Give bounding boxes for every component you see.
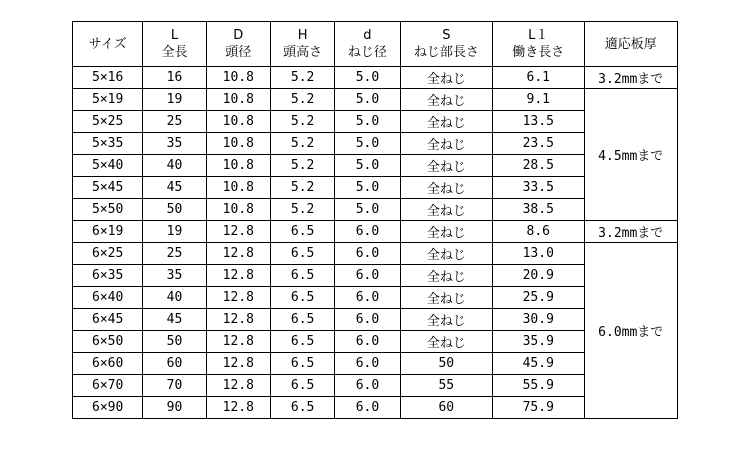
cell-head-diameter: 12.8 xyxy=(206,353,270,375)
cell-size: 6×70 xyxy=(73,375,143,397)
cell-length: 19 xyxy=(143,221,206,243)
cell-thread-length: 全ねじ xyxy=(400,199,492,221)
cell-thread-diameter: 5.0 xyxy=(335,177,400,199)
cell-working-length: 20.9 xyxy=(493,265,584,287)
cell-plate-thickness: 4.5mmまで xyxy=(584,89,678,221)
cell-thread-length: 全ねじ xyxy=(400,309,492,331)
cell-thread-length: 全ねじ xyxy=(400,155,492,177)
cell-working-length: 35.9 xyxy=(493,331,584,353)
cell-length: 45 xyxy=(143,309,206,331)
cell-head-diameter: 12.8 xyxy=(206,221,270,243)
cell-head-height: 6.5 xyxy=(270,375,334,397)
cell-size: 5×19 xyxy=(73,89,143,111)
cell-head-height: 5.2 xyxy=(270,67,334,89)
cell-head-height: 5.2 xyxy=(270,133,334,155)
cell-thread-diameter: 6.0 xyxy=(335,309,400,331)
table-row xyxy=(73,67,678,89)
cell-head-diameter: 12.8 xyxy=(206,243,270,265)
cell-length: 25 xyxy=(143,111,206,133)
cell-head-diameter: 12.8 xyxy=(206,265,270,287)
cell-head-height: 5.2 xyxy=(270,155,334,177)
header-length: L 全長 xyxy=(143,22,206,67)
cell-working-length: 13.5 xyxy=(493,111,584,133)
cell-thread-diameter: 5.0 xyxy=(335,89,400,111)
cell-working-length: 9.1 xyxy=(493,89,584,111)
cell-working-length: 25.9 xyxy=(493,287,584,309)
cell-head-height: 6.5 xyxy=(270,265,334,287)
cell-working-length: 55.9 xyxy=(493,375,584,397)
header-head-height: H 頭高さ xyxy=(270,22,334,67)
cell-working-length: 75.9 xyxy=(493,397,584,419)
cell-working-length: 8.6 xyxy=(493,221,584,243)
cell-size: 6×90 xyxy=(73,397,143,419)
cell-head-diameter: 10.8 xyxy=(206,199,270,221)
cell-thread-length: 全ねじ xyxy=(400,111,492,133)
cell-size: 5×16 xyxy=(73,67,143,89)
cell-thread-diameter: 5.0 xyxy=(335,67,400,89)
table-body xyxy=(73,67,678,419)
cell-head-height: 5.2 xyxy=(270,89,334,111)
cell-thread-diameter: 6.0 xyxy=(335,243,400,265)
cell-head-diameter: 12.8 xyxy=(206,309,270,331)
header-working-length: L１ 働き長さ xyxy=(493,22,584,67)
cell-size: 6×40 xyxy=(73,287,143,309)
cell-length: 40 xyxy=(143,287,206,309)
cell-thread-diameter: 5.0 xyxy=(335,199,400,221)
cell-thread-length: 55 xyxy=(400,375,492,397)
cell-thread-length: 全ねじ xyxy=(400,287,492,309)
cell-length: 50 xyxy=(143,199,206,221)
cell-size: 5×25 xyxy=(73,111,143,133)
header-plate-thickness: 適応板厚 xyxy=(584,22,678,67)
cell-thread-length: 全ねじ xyxy=(400,89,492,111)
cell-working-length: 30.9 xyxy=(493,309,584,331)
cell-size: 6×45 xyxy=(73,309,143,331)
cell-thread-length: 全ねじ xyxy=(400,67,492,89)
cell-head-diameter: 10.8 xyxy=(206,133,270,155)
cell-head-diameter: 10.8 xyxy=(206,177,270,199)
cell-size: 6×19 xyxy=(73,221,143,243)
cell-head-height: 5.2 xyxy=(270,111,334,133)
cell-thread-diameter: 6.0 xyxy=(335,265,400,287)
cell-head-diameter: 10.8 xyxy=(206,111,270,133)
cell-thread-length: 全ねじ xyxy=(400,133,492,155)
cell-size: 5×35 xyxy=(73,133,143,155)
cell-thread-diameter: 5.0 xyxy=(335,155,400,177)
cell-head-diameter: 10.8 xyxy=(206,155,270,177)
cell-head-diameter: 12.8 xyxy=(206,375,270,397)
cell-length: 45 xyxy=(143,177,206,199)
table-row xyxy=(73,89,678,111)
cell-working-length: 6.1 xyxy=(493,67,584,89)
cell-head-diameter: 12.8 xyxy=(206,397,270,419)
cell-working-length: 13.0 xyxy=(493,243,584,265)
cell-length: 90 xyxy=(143,397,206,419)
cell-size: 5×50 xyxy=(73,199,143,221)
cell-head-height: 6.5 xyxy=(270,309,334,331)
cell-thread-diameter: 6.0 xyxy=(335,331,400,353)
cell-size: 6×60 xyxy=(73,353,143,375)
cell-size: 6×25 xyxy=(73,243,143,265)
cell-length: 40 xyxy=(143,155,206,177)
cell-thread-length: 50 xyxy=(400,353,492,375)
cell-thread-length: 全ねじ xyxy=(400,243,492,265)
cell-working-length: 28.5 xyxy=(493,155,584,177)
cell-working-length: 38.5 xyxy=(493,199,584,221)
cell-thread-length: 60 xyxy=(400,397,492,419)
cell-plate-thickness: 6.0mmまで xyxy=(584,243,678,419)
cell-working-length: 45.9 xyxy=(493,353,584,375)
header-thread-diameter: d ねじ径 xyxy=(335,22,400,67)
cell-head-height: 6.5 xyxy=(270,353,334,375)
header-size: サイズ xyxy=(73,22,143,67)
table-row xyxy=(73,221,678,243)
cell-thread-diameter: 5.0 xyxy=(335,111,400,133)
cell-length: 16 xyxy=(143,67,206,89)
cell-size: 5×40 xyxy=(73,155,143,177)
cell-head-height: 6.5 xyxy=(270,397,334,419)
cell-size: 6×50 xyxy=(73,331,143,353)
cell-working-length: 23.5 xyxy=(493,133,584,155)
cell-head-diameter: 12.8 xyxy=(206,287,270,309)
cell-length: 35 xyxy=(143,265,206,287)
cell-head-height: 6.5 xyxy=(270,221,334,243)
cell-thread-diameter: 6.0 xyxy=(335,221,400,243)
cell-thread-diameter: 5.0 xyxy=(335,133,400,155)
cell-thread-diameter: 6.0 xyxy=(335,375,400,397)
header-head-diameter: D 頭径 xyxy=(206,22,270,67)
cell-length: 50 xyxy=(143,331,206,353)
screw-spec-table xyxy=(72,21,678,419)
cell-length: 25 xyxy=(143,243,206,265)
cell-working-length: 33.5 xyxy=(493,177,584,199)
cell-plate-thickness: 3.2mmまで xyxy=(584,221,678,243)
cell-head-diameter: 12.8 xyxy=(206,331,270,353)
table-row xyxy=(73,243,678,265)
cell-thread-diameter: 6.0 xyxy=(335,397,400,419)
cell-thread-length: 全ねじ xyxy=(400,221,492,243)
cell-head-height: 5.2 xyxy=(270,177,334,199)
cell-length: 19 xyxy=(143,89,206,111)
cell-head-diameter: 10.8 xyxy=(206,89,270,111)
cell-thread-diameter: 6.0 xyxy=(335,353,400,375)
cell-head-height: 6.5 xyxy=(270,287,334,309)
cell-thread-diameter: 6.0 xyxy=(335,287,400,309)
header-thread-length: S ねじ部長さ xyxy=(400,22,492,67)
cell-thread-length: 全ねじ xyxy=(400,265,492,287)
cell-head-diameter: 10.8 xyxy=(206,67,270,89)
cell-head-height: 5.2 xyxy=(270,199,334,221)
cell-length: 60 xyxy=(143,353,206,375)
cell-length: 35 xyxy=(143,133,206,155)
cell-length: 70 xyxy=(143,375,206,397)
cell-thread-length: 全ねじ xyxy=(400,177,492,199)
cell-head-height: 6.5 xyxy=(270,243,334,265)
cell-size: 5×45 xyxy=(73,177,143,199)
cell-size: 6×35 xyxy=(73,265,143,287)
cell-thread-length: 全ねじ xyxy=(400,331,492,353)
cell-plate-thickness: 3.2mmまで xyxy=(584,67,678,89)
cell-head-height: 6.5 xyxy=(270,331,334,353)
header-row xyxy=(73,22,678,67)
